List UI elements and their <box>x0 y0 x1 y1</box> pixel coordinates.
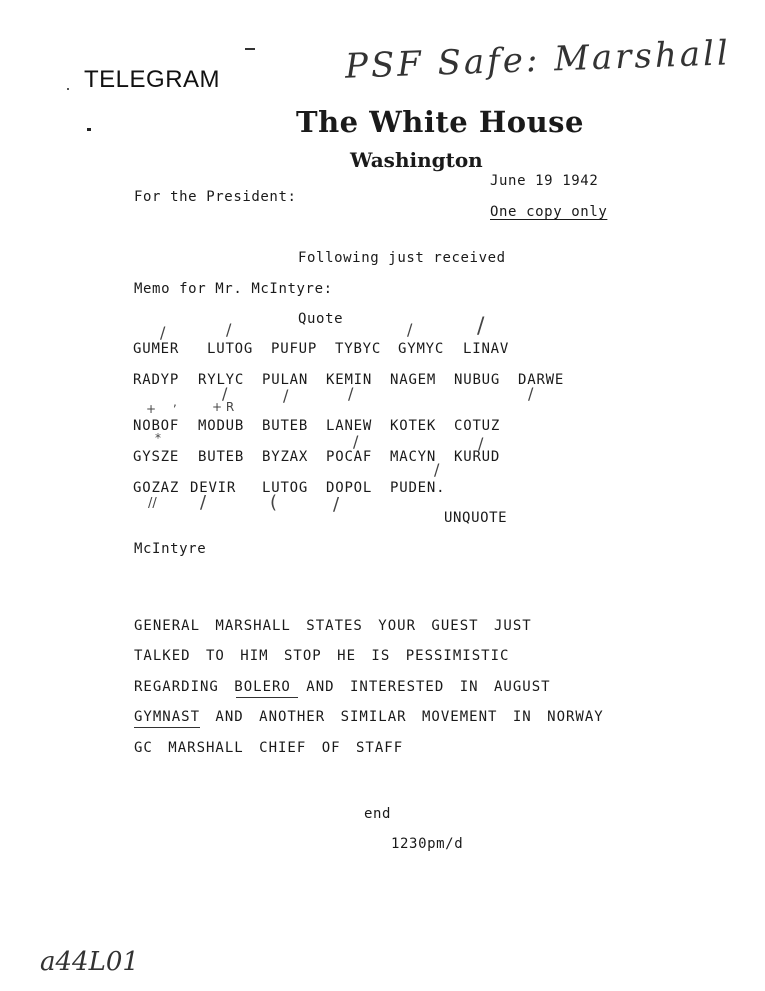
handwritten-note: PSF Safe: Marshall <box>344 33 732 87</box>
code-group: DOPOL <box>326 480 373 496</box>
code-group: PUFUP <box>271 341 318 357</box>
code-group: LANEW <box>326 418 373 434</box>
code-group: KOTEK <box>390 418 437 434</box>
code-group: LUTOG <box>262 480 309 496</box>
message-line: REGARDING BOLERO AND INTERESTED IN AUGUST <box>134 679 551 695</box>
memo-recipient: Memo for Mr. McIntyre: <box>134 281 333 297</box>
code-group: BUTEB <box>262 418 309 434</box>
code-group: LUTOG <box>207 341 254 357</box>
scan-mark <box>87 128 91 131</box>
code-group: BUTEB <box>198 449 245 465</box>
code-group: MODUB <box>198 418 245 434</box>
code-group: NUBUG <box>454 372 501 388</box>
scan-mark <box>67 88 69 90</box>
code-group: GUMER <box>133 341 180 357</box>
letterhead-city: Washington <box>350 148 483 172</box>
code-group: POCAF <box>326 449 373 465</box>
message-line: GC MARSHALL CHIEF OF STAFF <box>134 740 404 756</box>
copy-note: One copy only <box>490 204 608 220</box>
end-marker: end <box>364 806 392 822</box>
intro-line: Following just received <box>298 250 506 266</box>
code-group: COTUZ <box>454 418 501 434</box>
message-line: GENERAL MARSHALL STATES YOUR GUEST JUST <box>134 618 532 634</box>
code-group: MACYN <box>390 449 437 465</box>
salutation: For the President: <box>134 189 297 205</box>
code-group: PULAN <box>262 372 309 388</box>
code-group: BYZAX <box>262 449 309 465</box>
code-group: PUDEN. <box>390 480 446 496</box>
bolero-underline <box>236 697 298 698</box>
quote-close: UNQUOTE <box>444 510 508 526</box>
message-line: TALKED TO HIM STOP HE IS PESSIMISTIC <box>134 648 510 664</box>
letterhead-title: The White House <box>296 105 584 139</box>
code-group: RYLYC <box>198 372 245 388</box>
code-group: NOBOF <box>133 418 180 434</box>
code-group: KURUD <box>454 449 501 465</box>
scan-mark <box>245 48 255 50</box>
code-group: TYBYC <box>335 341 382 357</box>
archive-number: a44L01 <box>40 947 139 977</box>
code-group: GYSZE <box>133 449 180 465</box>
code-group: NAGEM <box>390 372 437 388</box>
quote-open: Quote <box>298 311 344 327</box>
code-group: GOZAZ <box>133 480 180 496</box>
code-group: KEMIN <box>326 372 373 388</box>
code-group: DARWE <box>518 372 565 388</box>
code-group: RADYP <box>133 372 180 388</box>
code-group: GYMYC <box>398 341 445 357</box>
code-group: DEVIR <box>190 480 237 496</box>
date: June 19 1942 <box>490 173 599 189</box>
telegram-heading: TELEGRAM <box>84 66 221 93</box>
message-line: GYMNAST AND ANOTHER SIMILAR MOVEMENT IN NORWAY <box>134 709 604 725</box>
gymnast-underline <box>134 727 200 728</box>
code-group: LINAV <box>463 341 510 357</box>
signature: McIntyre <box>134 541 207 557</box>
time-stamp: 1230pm/d <box>391 836 464 852</box>
